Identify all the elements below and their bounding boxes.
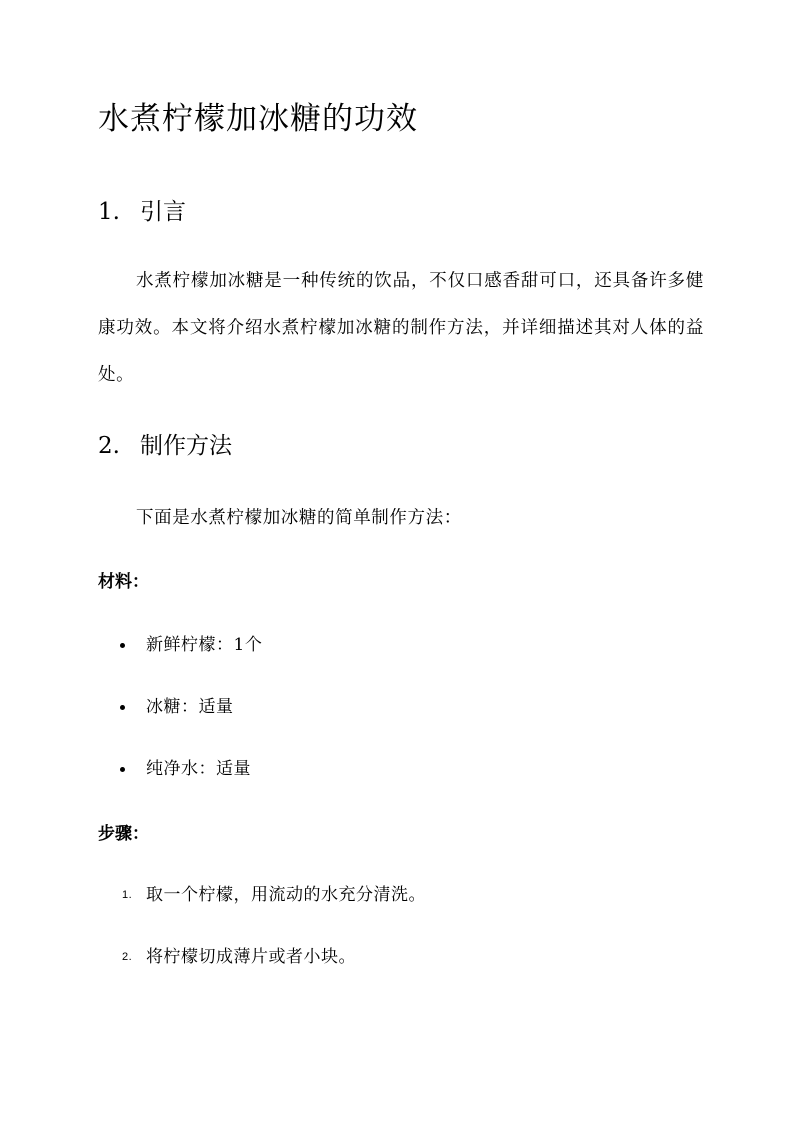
materials-heading: 材料： xyxy=(98,572,149,592)
step-text: 将柠檬切成薄片或者小块。 xyxy=(146,947,356,967)
method-intro-paragraph: 下面是水煮柠檬加冰糖的简单制作方法： xyxy=(136,508,462,528)
section-heading-intro xyxy=(98,196,186,228)
section-heading-text: 引言 xyxy=(140,199,186,225)
step-text: 取一个柠檬，用流动的水充分清洗。 xyxy=(146,885,426,905)
bullet-icon xyxy=(120,643,125,648)
section-number: 2. xyxy=(98,433,120,459)
section-number: 1. xyxy=(98,199,120,225)
section-heading-method xyxy=(98,430,232,462)
step-number: 1. xyxy=(122,889,133,901)
step-number: 2. xyxy=(122,951,133,963)
intro-paragraph: 水煮柠檬加冰糖是一种传统的饮品，不仅口感香甜可口，还具备许多健康功效。本文将介绍水煮柠檬加冰糖的制作方法，并详细描述其对人体的益处。 xyxy=(98,271,704,385)
material-text: 纯净水：适量 xyxy=(146,759,251,779)
steps-heading: 步骤： xyxy=(98,824,149,844)
bullet-icon xyxy=(120,767,125,772)
section-heading-text: 制作方法 xyxy=(140,433,232,459)
bullet-icon xyxy=(120,705,125,710)
material-text: 冰糖：适量 xyxy=(146,697,234,717)
material-text: 新鲜柠檬：1个 xyxy=(146,635,263,655)
document-title: 水煮柠檬加冰糖的功效 xyxy=(98,101,418,137)
